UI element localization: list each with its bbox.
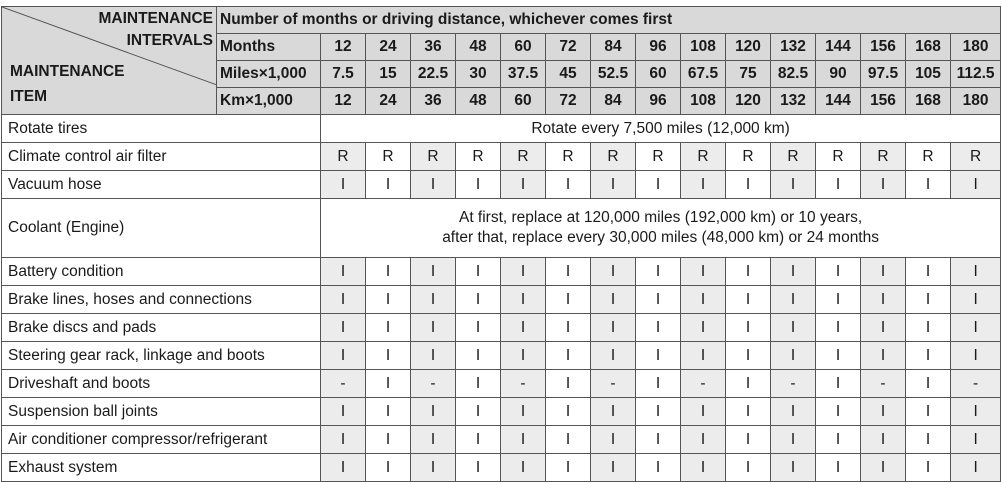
schedule-cell: I [816,370,861,398]
months-header-cell: 180 [951,34,1001,61]
months-header-cell: 72 [546,34,591,61]
km-header-cell: 168 [906,88,951,115]
maintenance-schedule-table [1,6,1001,482]
schedule-cell: I [726,426,771,454]
schedule-cell: I [951,398,1001,426]
schedule-cell: - [411,370,456,398]
schedule-cell: I [726,314,771,342]
months-label: Months [217,34,321,61]
schedule-cell: I [816,286,861,314]
corner-item-label-1: MAINTENANCE [10,63,125,80]
miles-header-cell: 97.5 [861,61,906,88]
schedule-cell: - [501,370,546,398]
schedule-cell: I [546,171,591,199]
schedule-cell: I [951,426,1001,454]
schedule-cell: I [861,286,906,314]
schedule-cell: - [321,370,366,398]
schedule-cell: I [816,342,861,370]
schedule-cell: I [861,426,906,454]
miles-header-cell: 52.5 [591,61,636,88]
months-header-cell: 96 [636,34,681,61]
km-header-cell: 108 [681,88,726,115]
months-header-cell: 24 [366,34,411,61]
schedule-cell: I [501,171,546,199]
schedule-cell: I [726,258,771,286]
schedule-cell: I [411,454,456,482]
maintenance-item-label: Exhaust system [2,454,321,482]
schedule-cell: R [771,143,816,171]
schedule-note [321,199,1001,258]
schedule-cell: I [816,426,861,454]
schedule-cell: I [681,342,726,370]
schedule-cell: I [906,314,951,342]
schedule-cell: I [636,370,681,398]
schedule-cell: I [366,398,411,426]
schedule-cell: R [411,143,456,171]
schedule-cell: I [906,171,951,199]
schedule-cell: I [591,286,636,314]
miles-header-cell: 105 [906,61,951,88]
schedule-cell: I [816,171,861,199]
schedule-cell: I [411,426,456,454]
schedule-cell: I [501,258,546,286]
km-header-cell: 24 [366,88,411,115]
km-header-cell: 120 [726,88,771,115]
corner-intervals-label-2: INTERVALS [126,32,213,49]
schedule-cell: R [546,143,591,171]
miles-label: Miles×1,000 [217,61,321,88]
schedule-cell: I [636,342,681,370]
table-row [2,199,1001,258]
km-header-cell: 36 [411,88,456,115]
miles-header-cell: 7.5 [321,61,366,88]
schedule-cell: I [456,286,501,314]
schedule-note-line-1: At first, replace at 120,000 miles (192,000 km) or 10 years, [458,209,863,226]
schedule-cell: I [366,286,411,314]
km-header-cell: 144 [816,88,861,115]
schedule-cell: I [546,370,591,398]
schedule-cell: I [861,398,906,426]
miles-header-cell: 45 [546,61,591,88]
schedule-cell: I [681,454,726,482]
schedule-cell: I [546,342,591,370]
months-header-cell: 156 [861,34,906,61]
interval-title: Number of months or driving distance, whichever comes first [217,7,1001,34]
schedule-cell: I [456,314,501,342]
maintenance-item-label: Brake lines, hoses and connections [2,286,321,314]
miles-header-cell: 75 [726,61,771,88]
schedule-cell: I [726,286,771,314]
schedule-cell: I [951,258,1001,286]
schedule-cell: I [411,314,456,342]
table-row [2,115,1001,143]
schedule-cell: I [501,314,546,342]
km-header-cell: 12 [321,88,366,115]
months-header-cell: 132 [771,34,816,61]
miles-header-cell: 60 [636,61,681,88]
schedule-cell: I [771,314,816,342]
schedule-cell: I [681,398,726,426]
schedule-cell: I [636,398,681,426]
schedule-cell: I [906,426,951,454]
table-row [2,370,1001,398]
schedule-cell: I [501,426,546,454]
schedule-cell: I [816,398,861,426]
table-row [2,171,1001,199]
schedule-cell: I [951,342,1001,370]
schedule-cell: I [456,398,501,426]
corner-intervals-label-1: MAINTENANCE [98,10,213,27]
schedule-cell: - [771,370,816,398]
schedule-cell: I [366,171,411,199]
table-row [2,398,1001,426]
schedule-cell: I [636,454,681,482]
schedule-cell: I [546,426,591,454]
schedule-cell: I [366,454,411,482]
schedule-cell: I [861,258,906,286]
table-row [2,143,1001,171]
schedule-cell: I [456,426,501,454]
months-header-cell: 168 [906,34,951,61]
schedule-cell: R [366,143,411,171]
schedule-cell: I [816,258,861,286]
schedule-cell: I [366,258,411,286]
miles-header-cell: 30 [456,61,501,88]
schedule-cell: I [726,171,771,199]
schedule-cell: I [681,286,726,314]
schedule-cell: I [321,342,366,370]
maintenance-item-label: Battery condition [2,258,321,286]
miles-header-cell: 15 [366,61,411,88]
schedule-cell: I [726,398,771,426]
schedule-cell: I [456,171,501,199]
schedule-cell: I [501,398,546,426]
table-row [2,314,1001,342]
schedule-cell: I [591,398,636,426]
schedule-cell: I [951,314,1001,342]
schedule-note: Rotate every 7,500 miles (12,000 km) [321,115,1001,143]
table-row [2,286,1001,314]
months-header-cell: 144 [816,34,861,61]
schedule-cell: I [861,342,906,370]
schedule-cell: I [861,314,906,342]
schedule-cell: R [816,143,861,171]
schedule-cell: I [321,454,366,482]
schedule-cell: I [501,342,546,370]
schedule-cell: I [816,314,861,342]
schedule-cell: I [546,398,591,426]
schedule-cell: I [501,454,546,482]
maintenance-item-label: Rotate tires [2,115,321,143]
schedule-cell: - [591,370,636,398]
miles-header-cell: 37.5 [501,61,546,88]
schedule-cell: I [681,314,726,342]
schedule-cell: I [591,258,636,286]
schedule-cell: I [726,342,771,370]
schedule-cell: I [456,370,501,398]
schedule-cell: I [636,171,681,199]
schedule-cell: I [951,454,1001,482]
months-header-cell: 108 [681,34,726,61]
schedule-cell: I [591,171,636,199]
schedule-cell: I [951,286,1001,314]
table-row [2,258,1001,286]
maintenance-item-label: Climate control air filter [2,143,321,171]
miles-header-cell: 67.5 [681,61,726,88]
schedule-cell: I [861,171,906,199]
schedule-cell: I [411,342,456,370]
schedule-cell: I [591,342,636,370]
maintenance-item-label: Coolant (Engine) [2,199,321,258]
schedule-cell: R [951,143,1001,171]
schedule-cell: I [456,454,501,482]
schedule-cell: R [636,143,681,171]
schedule-note-line-2: after that, replace every 30,000 miles (48,000 km) or 24 months [442,229,879,246]
schedule-cell: I [906,286,951,314]
schedule-cell: I [591,314,636,342]
schedule-cell: I [501,286,546,314]
miles-header-cell: 22.5 [411,61,456,88]
km-header-cell: 84 [591,88,636,115]
schedule-cell: I [681,258,726,286]
schedule-cell: I [366,370,411,398]
schedule-cell: I [861,454,906,482]
schedule-cell: R [681,143,726,171]
schedule-cell: R [861,143,906,171]
miles-header-cell: 90 [816,61,861,88]
schedule-cell: I [771,286,816,314]
months-header-cell: 84 [591,34,636,61]
maintenance-item-label: Brake discs and pads [2,314,321,342]
km-header-cell: 132 [771,88,816,115]
schedule-cell: I [411,398,456,426]
km-header-cell: 72 [546,88,591,115]
schedule-cell: I [771,426,816,454]
schedule-cell: I [366,426,411,454]
schedule-cell: I [816,454,861,482]
schedule-cell: I [636,286,681,314]
months-header-cell: 36 [411,34,456,61]
schedule-cell: I [771,171,816,199]
schedule-cell: I [636,314,681,342]
months-header-cell: 48 [456,34,501,61]
schedule-cell: I [771,258,816,286]
miles-header-cell: 112.5 [951,61,1001,88]
schedule-cell: I [366,314,411,342]
table-corner-header [2,7,217,115]
schedule-cell: I [906,370,951,398]
schedule-cell: R [906,143,951,171]
schedule-cell: I [591,454,636,482]
schedule-cell: I [456,342,501,370]
maintenance-item-label: Suspension ball joints [2,398,321,426]
schedule-cell: I [546,454,591,482]
km-header-cell: 156 [861,88,906,115]
schedule-cell: I [321,258,366,286]
schedule-cell: I [636,426,681,454]
km-label: Km×1,000 [217,88,321,115]
schedule-cell: R [456,143,501,171]
schedule-cell: I [456,258,501,286]
maintenance-item-label: Driveshaft and boots [2,370,321,398]
km-header-cell: 180 [951,88,1001,115]
schedule-cell: I [321,398,366,426]
months-header-cell: 12 [321,34,366,61]
schedule-cell: I [951,171,1001,199]
schedule-cell: - [861,370,906,398]
schedule-cell: I [681,426,726,454]
schedule-cell: I [411,286,456,314]
miles-header-cell: 82.5 [771,61,816,88]
schedule-cell: R [726,143,771,171]
km-header-cell: 96 [636,88,681,115]
schedule-cell: I [411,258,456,286]
schedule-cell: I [906,398,951,426]
schedule-cell: I [546,258,591,286]
schedule-cell: I [321,314,366,342]
months-header-cell: 60 [501,34,546,61]
schedule-cell: I [321,171,366,199]
schedule-cell: - [681,370,726,398]
schedule-cell: I [726,370,771,398]
schedule-cell: I [771,398,816,426]
schedule-cell: I [546,286,591,314]
schedule-cell: I [321,286,366,314]
maintenance-item-label: Vacuum hose [2,171,321,199]
schedule-cell: I [411,171,456,199]
schedule-cell: I [906,342,951,370]
schedule-cell: R [321,143,366,171]
schedule-cell: R [501,143,546,171]
months-header-cell: 120 [726,34,771,61]
schedule-cell: I [636,258,681,286]
maintenance-item-label: Steering gear rack, linkage and boots [2,342,321,370]
schedule-cell: I [681,171,726,199]
table-row [2,342,1001,370]
schedule-cell: I [906,454,951,482]
corner-item-label-2: ITEM [10,88,48,105]
schedule-cell: I [546,314,591,342]
schedule-cell: I [591,426,636,454]
schedule-cell: R [591,143,636,171]
schedule-cell: I [321,426,366,454]
km-header-cell: 48 [456,88,501,115]
schedule-cell: I [906,258,951,286]
maintenance-item-label: Air conditioner compressor/refrigerant [2,426,321,454]
km-header-cell: 60 [501,88,546,115]
schedule-cell: I [366,342,411,370]
schedule-cell: I [771,454,816,482]
schedule-cell: I [771,342,816,370]
schedule-cell: I [726,454,771,482]
schedule-cell: - [951,370,1001,398]
table-row [2,426,1001,454]
table-row [2,454,1001,482]
